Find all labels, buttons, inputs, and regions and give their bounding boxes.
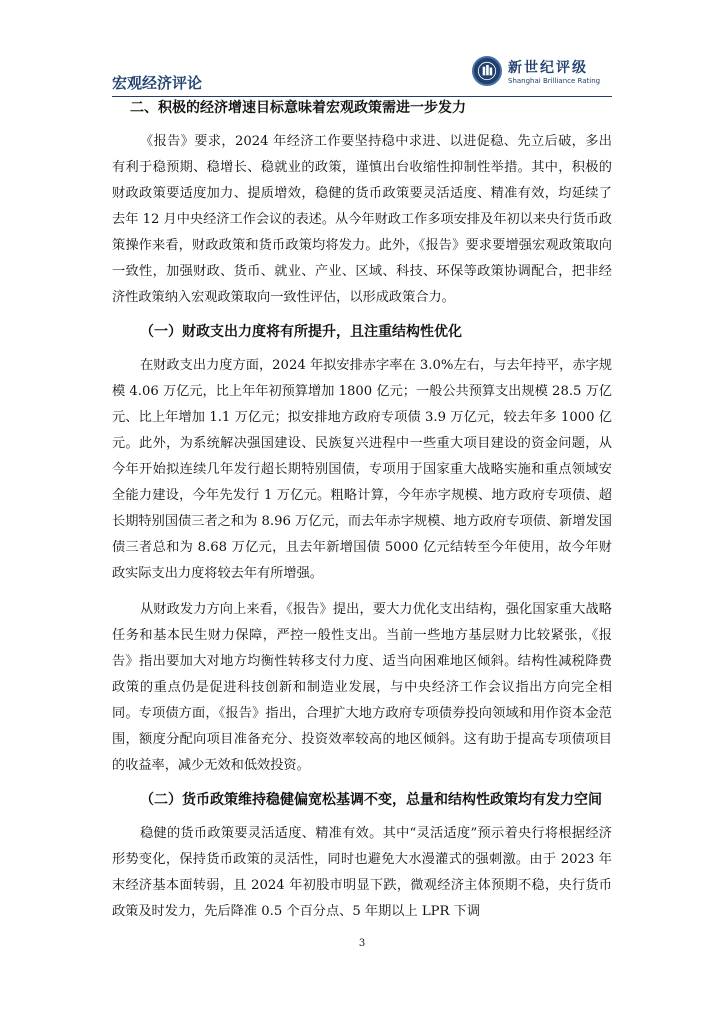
page-number: 3 (358, 938, 366, 949)
spacer (112, 587, 612, 597)
spacer (112, 779, 612, 789)
fiscal-paragraph-2: 从财政发力方向上来看，《报告》提出，要大力优化支出结构，强化国家重大战略任务和基本民生财力保障，严控一般性支出。当前一些地方基层财力比较紧张，《报告》指出要加大对地方均衡性转移支付力度、适当向困难地区倾斜。结构性减税降费政策的重点仍是促进科技创新和制造业发展，与中央经济工作会议指出方向完全相同。专项债方面，《报告》指出，合理扩大地方政府专项债券投向领域和用作资本金范围，额度分配向项目准备充分、投资效率较高的地区倾斜。这有助于提高专项债项目的收益率，减少无效和低效投资。 (112, 602, 612, 773)
spacer (112, 811, 612, 821)
fiscal-paragraph-1: 在财政支出力度方面，2024 年拟安排赤字率在 3.0%左右，与去年持平，赤字规模 4.06 万亿元，比上年年初预算增加 1800 亿元；一般公共预算支出规模 28.5 万亿元、比上年增加 1.1 万亿元；拟安排地方政府专项债 3.9 万亿元，较去年多 1000 亿元。此外，为系统解决强国建设、民族复兴进程中一些重大项目建设的资金问题，从今年开始拟连续几年发行超长期特别国债，专项用于国家重大战略实施和重点领域安全能力建设，今年先发行 1 万亿元。粗略计算，今年赤字规模、地方政府专项债、超长期特别国债三者之和为 8.96 万亿元，而去年赤字规模、地方政府专项债、新增发国债三者总和为 8.68 万亿元，且去年新增国债 5000 亿元结转至今年使用，故今年财政实际支出力度将较去年有所增强。 (112, 358, 612, 581)
brand-name-en: Shanghai Brilliance Rating (508, 77, 601, 85)
report-series-title: 宏观经济评论 (112, 74, 203, 92)
page-header (112, 52, 612, 96)
intro-paragraph: 《报告》要求，2024 年经济工作要坚持稳中求进、以进促稳、先立后破，多出有利于稳预期、稳增长、稳就业的政策，谨慎出台收缩性抑制性举措。其中，积极的财政政策要适度加力、提质增效，稳健的货币政策要灵活适度、精准有效，均延续了去年 12 月中央经济工作会议的表述。从今年财政工作多项安排及年初以来央行货币政策操作来看，财政政策和货币政策均将发力。此外，《报告》要求要增强宏观政策取向一致性，加强财政、货币、就业、产业、区域、科技、环保等政策协调配合，把非经济性政策纳入宏观政策取向一致性评估，以形成政策合力。 (112, 134, 612, 305)
document-body (112, 96, 612, 925)
subsection-heading-fiscal: （一）财政支出力度将有所提升，且注重结构性优化 (140, 324, 462, 340)
monetary-paragraph-1: 稳健的货币政策要灵活适度、精准有效。其中“灵活适度”预示着央行将根据经济形势变化，保持货币政策的灵活性，同时也避免大水漫灌式的强刺激。由于 2023 年末经济基本面转弱，且 2024 年初股市明显下跌，微观经济主体预期不稳，央行货币政策及时发力，先后降准 0.5 个百分点、5 年期以上 LPR 下调 (112, 826, 612, 919)
brand-emblem-icon (472, 56, 502, 86)
brand-name-cn: 新世纪评级 (508, 60, 588, 76)
brand-logo (472, 56, 612, 92)
subsection-heading-monetary: （二）货币政策维持稳健偏宽松基调不变，总量和结构性政策均有发力空间 (140, 792, 602, 808)
spacer (112, 311, 612, 321)
spacer (112, 119, 612, 129)
section-heading: 二、积极的经济增速目标意味着宏观政策需进一步发力 (130, 100, 466, 116)
spacer (112, 343, 612, 353)
